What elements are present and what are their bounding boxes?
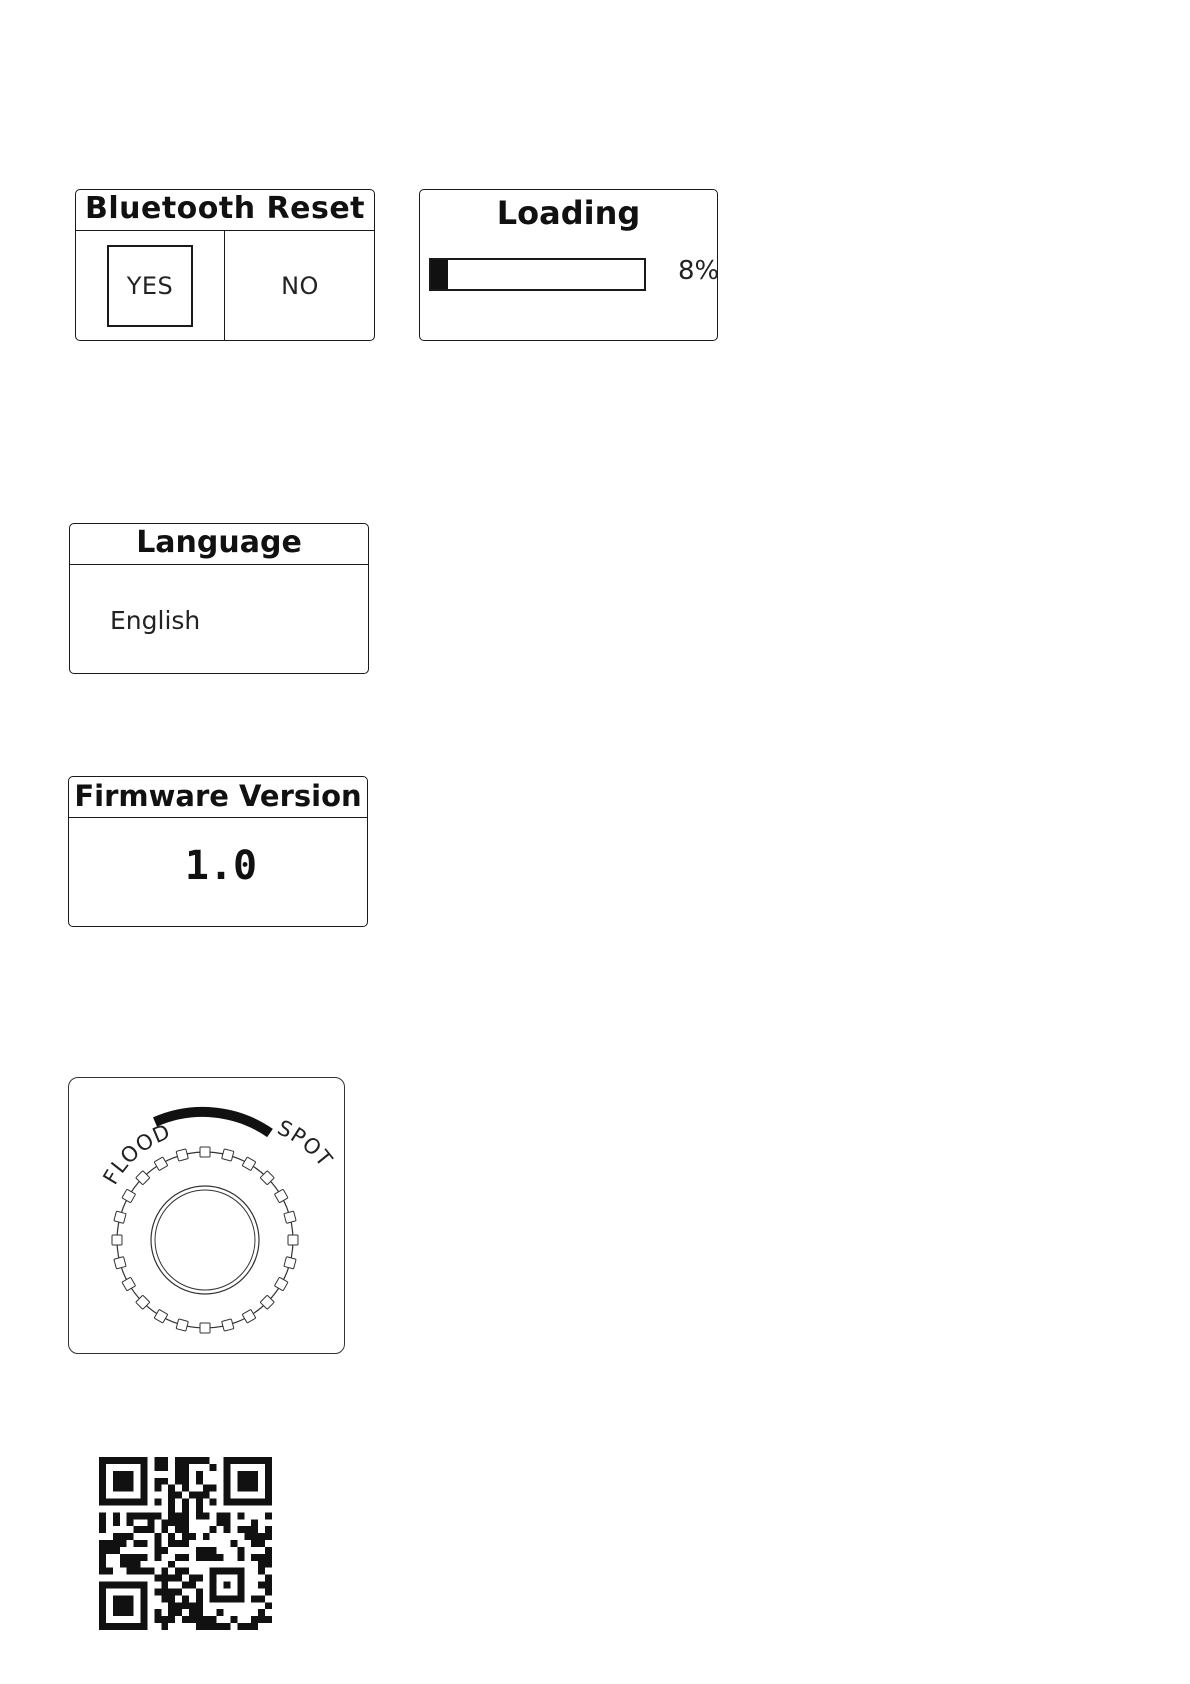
flood-label: FLOOD: [98, 1119, 175, 1189]
dial-tick: [114, 1257, 126, 1269]
dial-tick: [242, 1309, 256, 1323]
loading-title: Loading: [496, 194, 641, 232]
zoom-dial-icon[interactable]: [69, 1078, 343, 1352]
language-value[interactable]: English: [110, 606, 201, 635]
dial-tick: [154, 1157, 168, 1171]
dial-tick: [114, 1211, 126, 1223]
svg-text:SPOT: [274, 1115, 337, 1171]
loading-progress-fill: [431, 260, 448, 289]
qr-code-icon: [99, 1457, 272, 1630]
dial-tick: [112, 1235, 122, 1245]
options-divider: [224, 231, 225, 340]
loading-dialog: [419, 189, 718, 341]
dial-tick: [288, 1235, 298, 1245]
spot-label: SPOT: [273, 1115, 338, 1172]
loading-percent: 8%: [678, 256, 720, 286]
bluetooth-reset-title: Bluetooth Reset: [76, 190, 374, 231]
loading-progress-bar: [429, 258, 646, 291]
dial-tick: [122, 1277, 136, 1291]
yes-button[interactable]: YES: [107, 245, 193, 327]
firmware-version-value: 1.0: [184, 843, 258, 889]
dial-tick: [222, 1149, 234, 1161]
dial-tick: [200, 1323, 210, 1333]
dial-tick: [200, 1147, 210, 1157]
dial-knob-inner: [155, 1190, 255, 1290]
zoom-dial-panel: [68, 1077, 345, 1354]
bluetooth-reset-dialog: [75, 189, 375, 341]
dial-tick: [154, 1309, 168, 1323]
dial-tick: [242, 1157, 256, 1171]
no-button[interactable]: NO: [281, 272, 319, 300]
firmware-version-title: Firmware Version: [69, 777, 367, 818]
firmware-version-dialog: [68, 776, 368, 927]
dial-tick: [284, 1257, 296, 1269]
dial-tick: [176, 1149, 188, 1161]
dial-tick: [284, 1211, 296, 1223]
dial-tick: [222, 1319, 234, 1331]
dial-knob-outer: [151, 1186, 259, 1294]
zoom-indicator-arc: [155, 1112, 270, 1133]
bluetooth-reset-options: [76, 231, 374, 340]
language-title: Language: [70, 524, 368, 565]
dial-tick: [274, 1189, 288, 1203]
dial-ticks: [112, 1147, 298, 1333]
language-dialog: [69, 523, 369, 674]
dial-tick: [274, 1277, 288, 1291]
dial-tick: [176, 1319, 188, 1331]
dial-tick: [122, 1189, 136, 1203]
